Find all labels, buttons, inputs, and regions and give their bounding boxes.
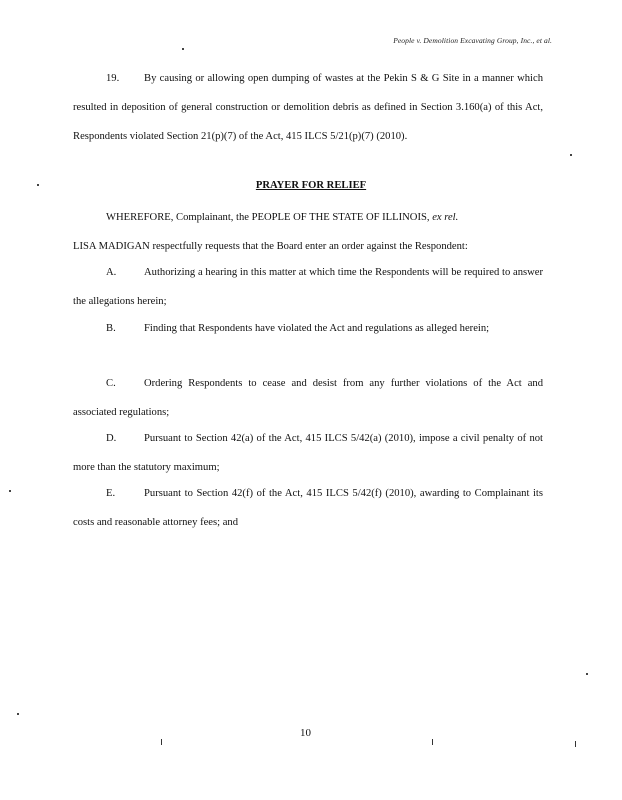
section-heading: PRAYER FOR RELIEF	[255, 180, 367, 191]
prayer-intro-rest: LISA MADIGAN respectfully requests that the Board enter an order against the Respondent:	[73, 241, 468, 252]
scan-speck	[586, 673, 588, 675]
relief-item-c	[73, 369, 543, 427]
scan-speck	[432, 739, 433, 745]
scan-speck	[37, 184, 39, 186]
relief-item-letter: E.	[106, 488, 116, 499]
scan-speck	[570, 154, 572, 156]
paragraph-19	[73, 64, 543, 151]
relief-item-letter: D.	[106, 433, 117, 444]
relief-item-b	[73, 314, 543, 343]
relief-item-e	[73, 479, 543, 537]
relief-item-d	[73, 424, 543, 482]
prayer-intro-lead: WHEREFORE, Complainant, the PEOPLE OF THE STATE OF ILLINOIS,	[106, 212, 430, 223]
relief-item-letter: B.	[106, 323, 116, 334]
running-header: People v. Demolition Excavating Group, Inc., et al.	[393, 36, 552, 45]
paragraph-number: 19.	[106, 73, 120, 84]
scan-speck	[161, 739, 162, 745]
relief-item-letter: C.	[106, 378, 116, 389]
prayer-intro-ex-rel: ex rel.	[432, 212, 459, 223]
scan-speck	[17, 713, 19, 715]
prayer-intro	[73, 203, 543, 261]
relief-item-text: Finding that Respondents have violated the Act and regulations as alleged herein;	[144, 323, 490, 334]
relief-item-letter: A.	[106, 267, 117, 278]
relief-item-text: Pursuant to Section 42(a) of the Act, 415 ILCS 5/42(a) (2010), impose a civil penalty of not more than the statutory maximum;	[73, 433, 543, 473]
page-number: 10	[300, 727, 311, 739]
relief-item-text: Ordering Respondents to cease and desist from any further violations of the Act and associated regulations;	[73, 378, 543, 418]
relief-item-text: Authorizing a hearing in this matter at which time the Respondents will be required to answer the allegations herein;	[73, 267, 543, 307]
paragraph-text: By causing or allowing open dumping of wastes at the Pekin S & G Site in a manner which resulted in deposition of general construction or demolition debris as defined in Section 3.160(a) of this Act, Respondents violated Section 21(p)(7) of the Act, 415 ILCS 5/21(p)(7) (2010).	[73, 73, 543, 142]
scan-speck	[182, 48, 184, 50]
scan-speck	[575, 741, 576, 747]
relief-item-a	[73, 258, 543, 316]
scan-speck	[9, 490, 11, 492]
relief-item-text: Pursuant to Section 42(f) of the Act, 415 ILCS 5/42(f) (2010), awarding to Complainant its costs and reasonable attorney fees; and	[73, 488, 543, 528]
